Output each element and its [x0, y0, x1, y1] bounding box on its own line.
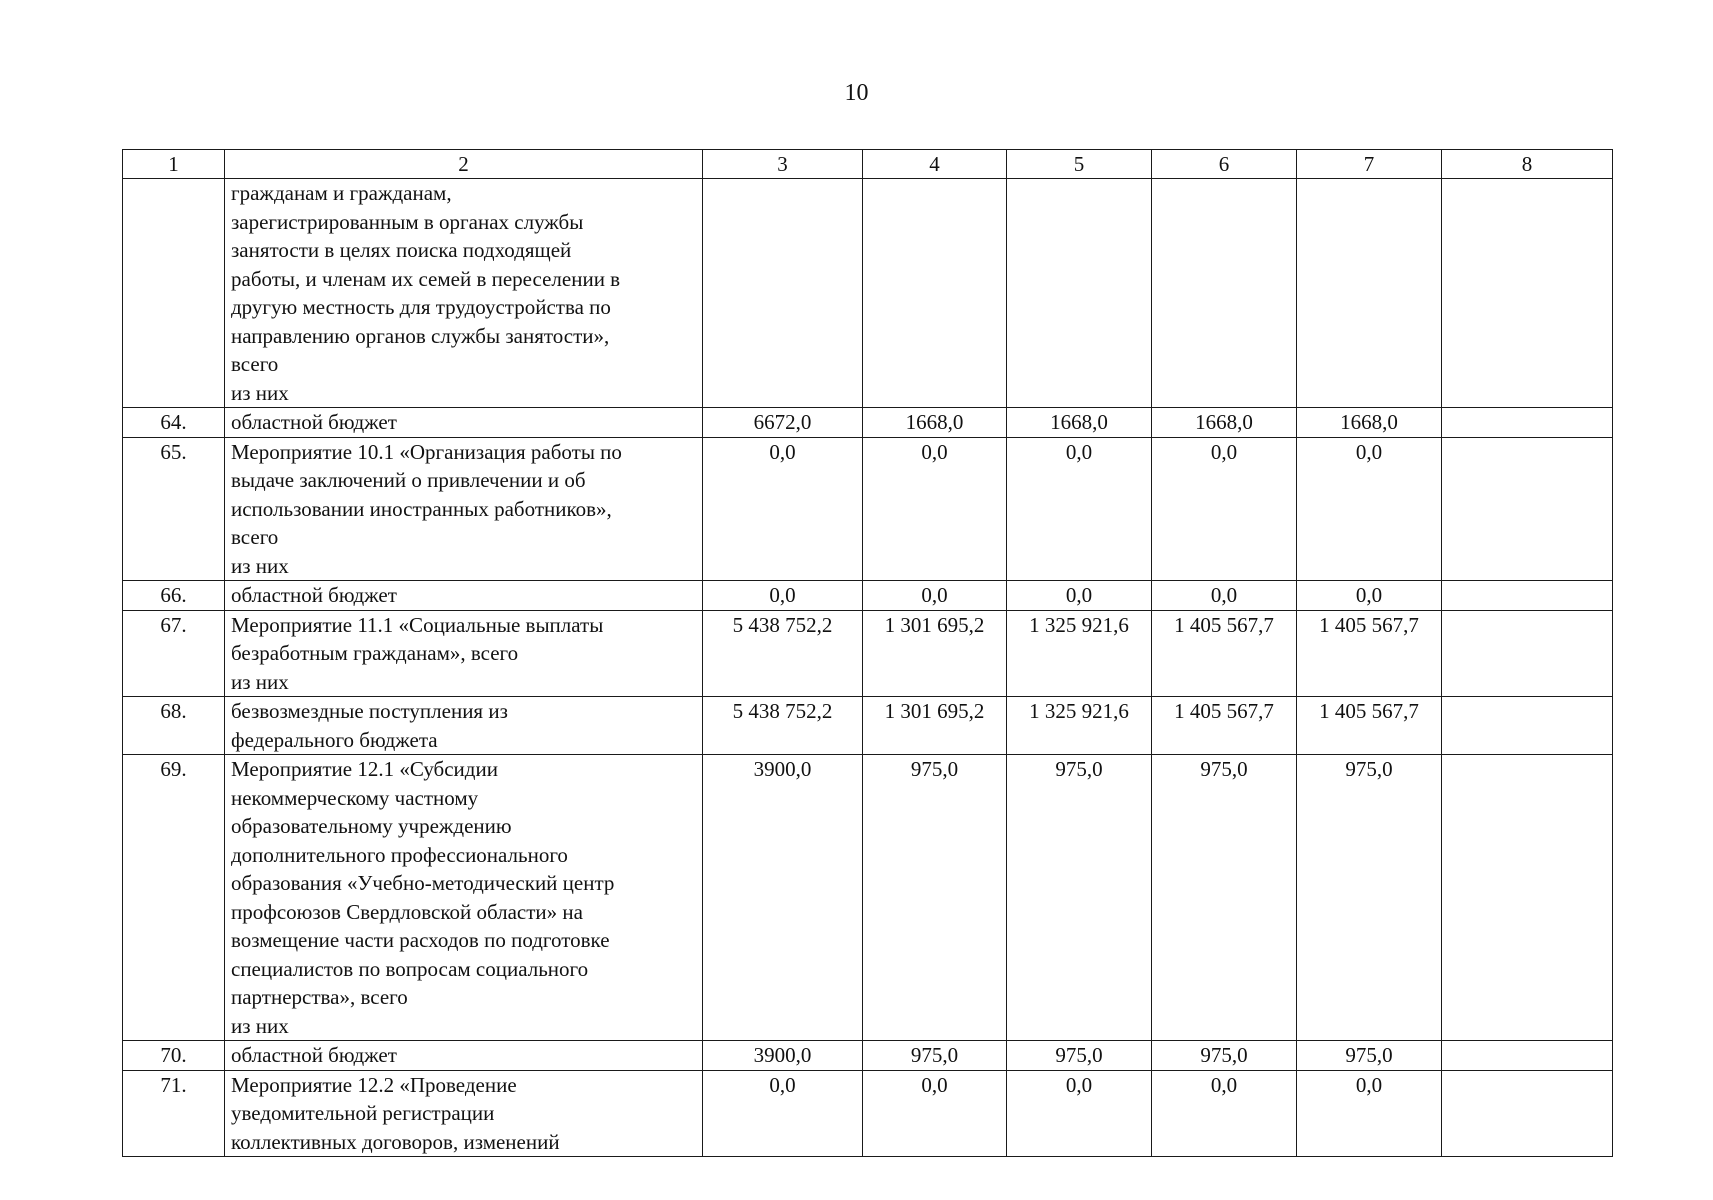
value-col-4: 0,0: [863, 581, 1007, 611]
table-row: [123, 697, 1613, 755]
row-description: областной бюджет: [225, 408, 703, 438]
budget-table: [122, 149, 1613, 1157]
value-col-3: 0,0: [703, 1070, 863, 1157]
table-row: [123, 1070, 1613, 1157]
value-col-7: [1297, 179, 1442, 408]
value-col-7: 1 405 567,7: [1297, 697, 1442, 755]
table-row: [123, 408, 1613, 438]
value-col-3: 0,0: [703, 437, 863, 581]
column-header-8: 8: [1442, 150, 1613, 179]
value-col-6: 1668,0: [1152, 408, 1297, 438]
value-col-3: 5 438 752,2: [703, 610, 863, 697]
value-col-4: 0,0: [863, 1070, 1007, 1157]
column-header-6: 6: [1152, 150, 1297, 179]
value-col-7: 0,0: [1297, 437, 1442, 581]
row-description: Мероприятие 10.1 «Организация работы по выдаче заключений о привлечении и об использовании иностранных работников», всего из них: [225, 437, 703, 581]
value-col-6: 975,0: [1152, 1041, 1297, 1071]
value-col-3: 3900,0: [703, 755, 863, 1041]
row-number: 71.: [123, 1070, 225, 1157]
value-col-3: 5 438 752,2: [703, 697, 863, 755]
column-header-4: 4: [863, 150, 1007, 179]
value-col-8: [1442, 755, 1613, 1041]
row-number: 70.: [123, 1041, 225, 1071]
value-col-4: 1668,0: [863, 408, 1007, 438]
value-col-6: 0,0: [1152, 581, 1297, 611]
value-col-5: 975,0: [1007, 755, 1152, 1041]
value-col-6: 1 405 567,7: [1152, 610, 1297, 697]
value-col-3: 3900,0: [703, 1041, 863, 1071]
page-number: 10: [844, 80, 869, 106]
table-row: [123, 755, 1613, 1041]
row-description: безвозмездные поступления из федерального бюджета: [225, 697, 703, 755]
table-row: [123, 179, 1613, 408]
value-col-6: 975,0: [1152, 755, 1297, 1041]
row-number: 67.: [123, 610, 225, 697]
column-header-5: 5: [1007, 150, 1152, 179]
value-col-7: 0,0: [1297, 581, 1442, 611]
value-col-6: 1 405 567,7: [1152, 697, 1297, 755]
value-col-7: 975,0: [1297, 1041, 1442, 1071]
value-col-4: 975,0: [863, 755, 1007, 1041]
row-description: областной бюджет: [225, 1041, 703, 1071]
value-col-5: 0,0: [1007, 581, 1152, 611]
value-col-8: [1442, 1070, 1613, 1157]
row-description: Мероприятие 12.2 «Проведение уведомительной регистрации коллективных договоров, изменений: [225, 1070, 703, 1157]
value-col-4: 0,0: [863, 437, 1007, 581]
value-col-6: 0,0: [1152, 1070, 1297, 1157]
row-description: областной бюджет: [225, 581, 703, 611]
value-col-3: 6672,0: [703, 408, 863, 438]
value-col-8: [1442, 1041, 1613, 1071]
value-col-5: 1 325 921,6: [1007, 610, 1152, 697]
table-row: [123, 610, 1613, 697]
value-col-5: 1668,0: [1007, 408, 1152, 438]
column-header-2: 2: [225, 150, 703, 179]
column-header-1: 1: [123, 150, 225, 179]
value-col-8: [1442, 697, 1613, 755]
value-col-4: [863, 179, 1007, 408]
row-number: 66.: [123, 581, 225, 611]
row-description: гражданам и гражданам, зарегистрированным в органах службы занятости в целях поиска подходящей работы, и членам их семей в переселении в другую местность для трудоустройства по направлению органов службы занятости», всего из них: [225, 179, 703, 408]
value-col-3: [703, 179, 863, 408]
value-col-4: 975,0: [863, 1041, 1007, 1071]
value-col-4: 1 301 695,2: [863, 697, 1007, 755]
value-col-8: [1442, 610, 1613, 697]
value-col-5: 0,0: [1007, 1070, 1152, 1157]
row-description: Мероприятие 11.1 «Социальные выплаты безработным гражданам», всего из них: [225, 610, 703, 697]
value-col-3: 0,0: [703, 581, 863, 611]
row-description: Мероприятие 12.1 «Субсидии некоммерческому частному образовательному учреждению дополнительного профессионального образования «Учебно-методический центр профсоюзов Свердловской области» на возмещение части расходов по подготовке специалистов по вопросам социального партнерства», всего из них: [225, 755, 703, 1041]
value-col-8: [1442, 179, 1613, 408]
value-col-4: 1 301 695,2: [863, 610, 1007, 697]
table-row: [123, 1041, 1613, 1071]
row-number: 64.: [123, 408, 225, 438]
table-header-row: [123, 150, 1613, 179]
value-col-7: 975,0: [1297, 755, 1442, 1041]
row-number: 65.: [123, 437, 225, 581]
value-col-5: 975,0: [1007, 1041, 1152, 1071]
row-number: 69.: [123, 755, 225, 1041]
value-col-7: 1 405 567,7: [1297, 610, 1442, 697]
value-col-8: [1442, 581, 1613, 611]
column-header-7: 7: [1297, 150, 1442, 179]
row-number: [123, 179, 225, 408]
value-col-8: [1442, 408, 1613, 438]
value-col-5: 0,0: [1007, 437, 1152, 581]
value-col-7: 0,0: [1297, 1070, 1442, 1157]
value-col-7: 1668,0: [1297, 408, 1442, 438]
table-row: [123, 581, 1613, 611]
value-col-8: [1442, 437, 1613, 581]
table-row: [123, 437, 1613, 581]
value-col-6: 0,0: [1152, 437, 1297, 581]
value-col-5: 1 325 921,6: [1007, 697, 1152, 755]
value-col-5: [1007, 179, 1152, 408]
value-col-6: [1152, 179, 1297, 408]
row-number: 68.: [123, 697, 225, 755]
column-header-3: 3: [703, 150, 863, 179]
